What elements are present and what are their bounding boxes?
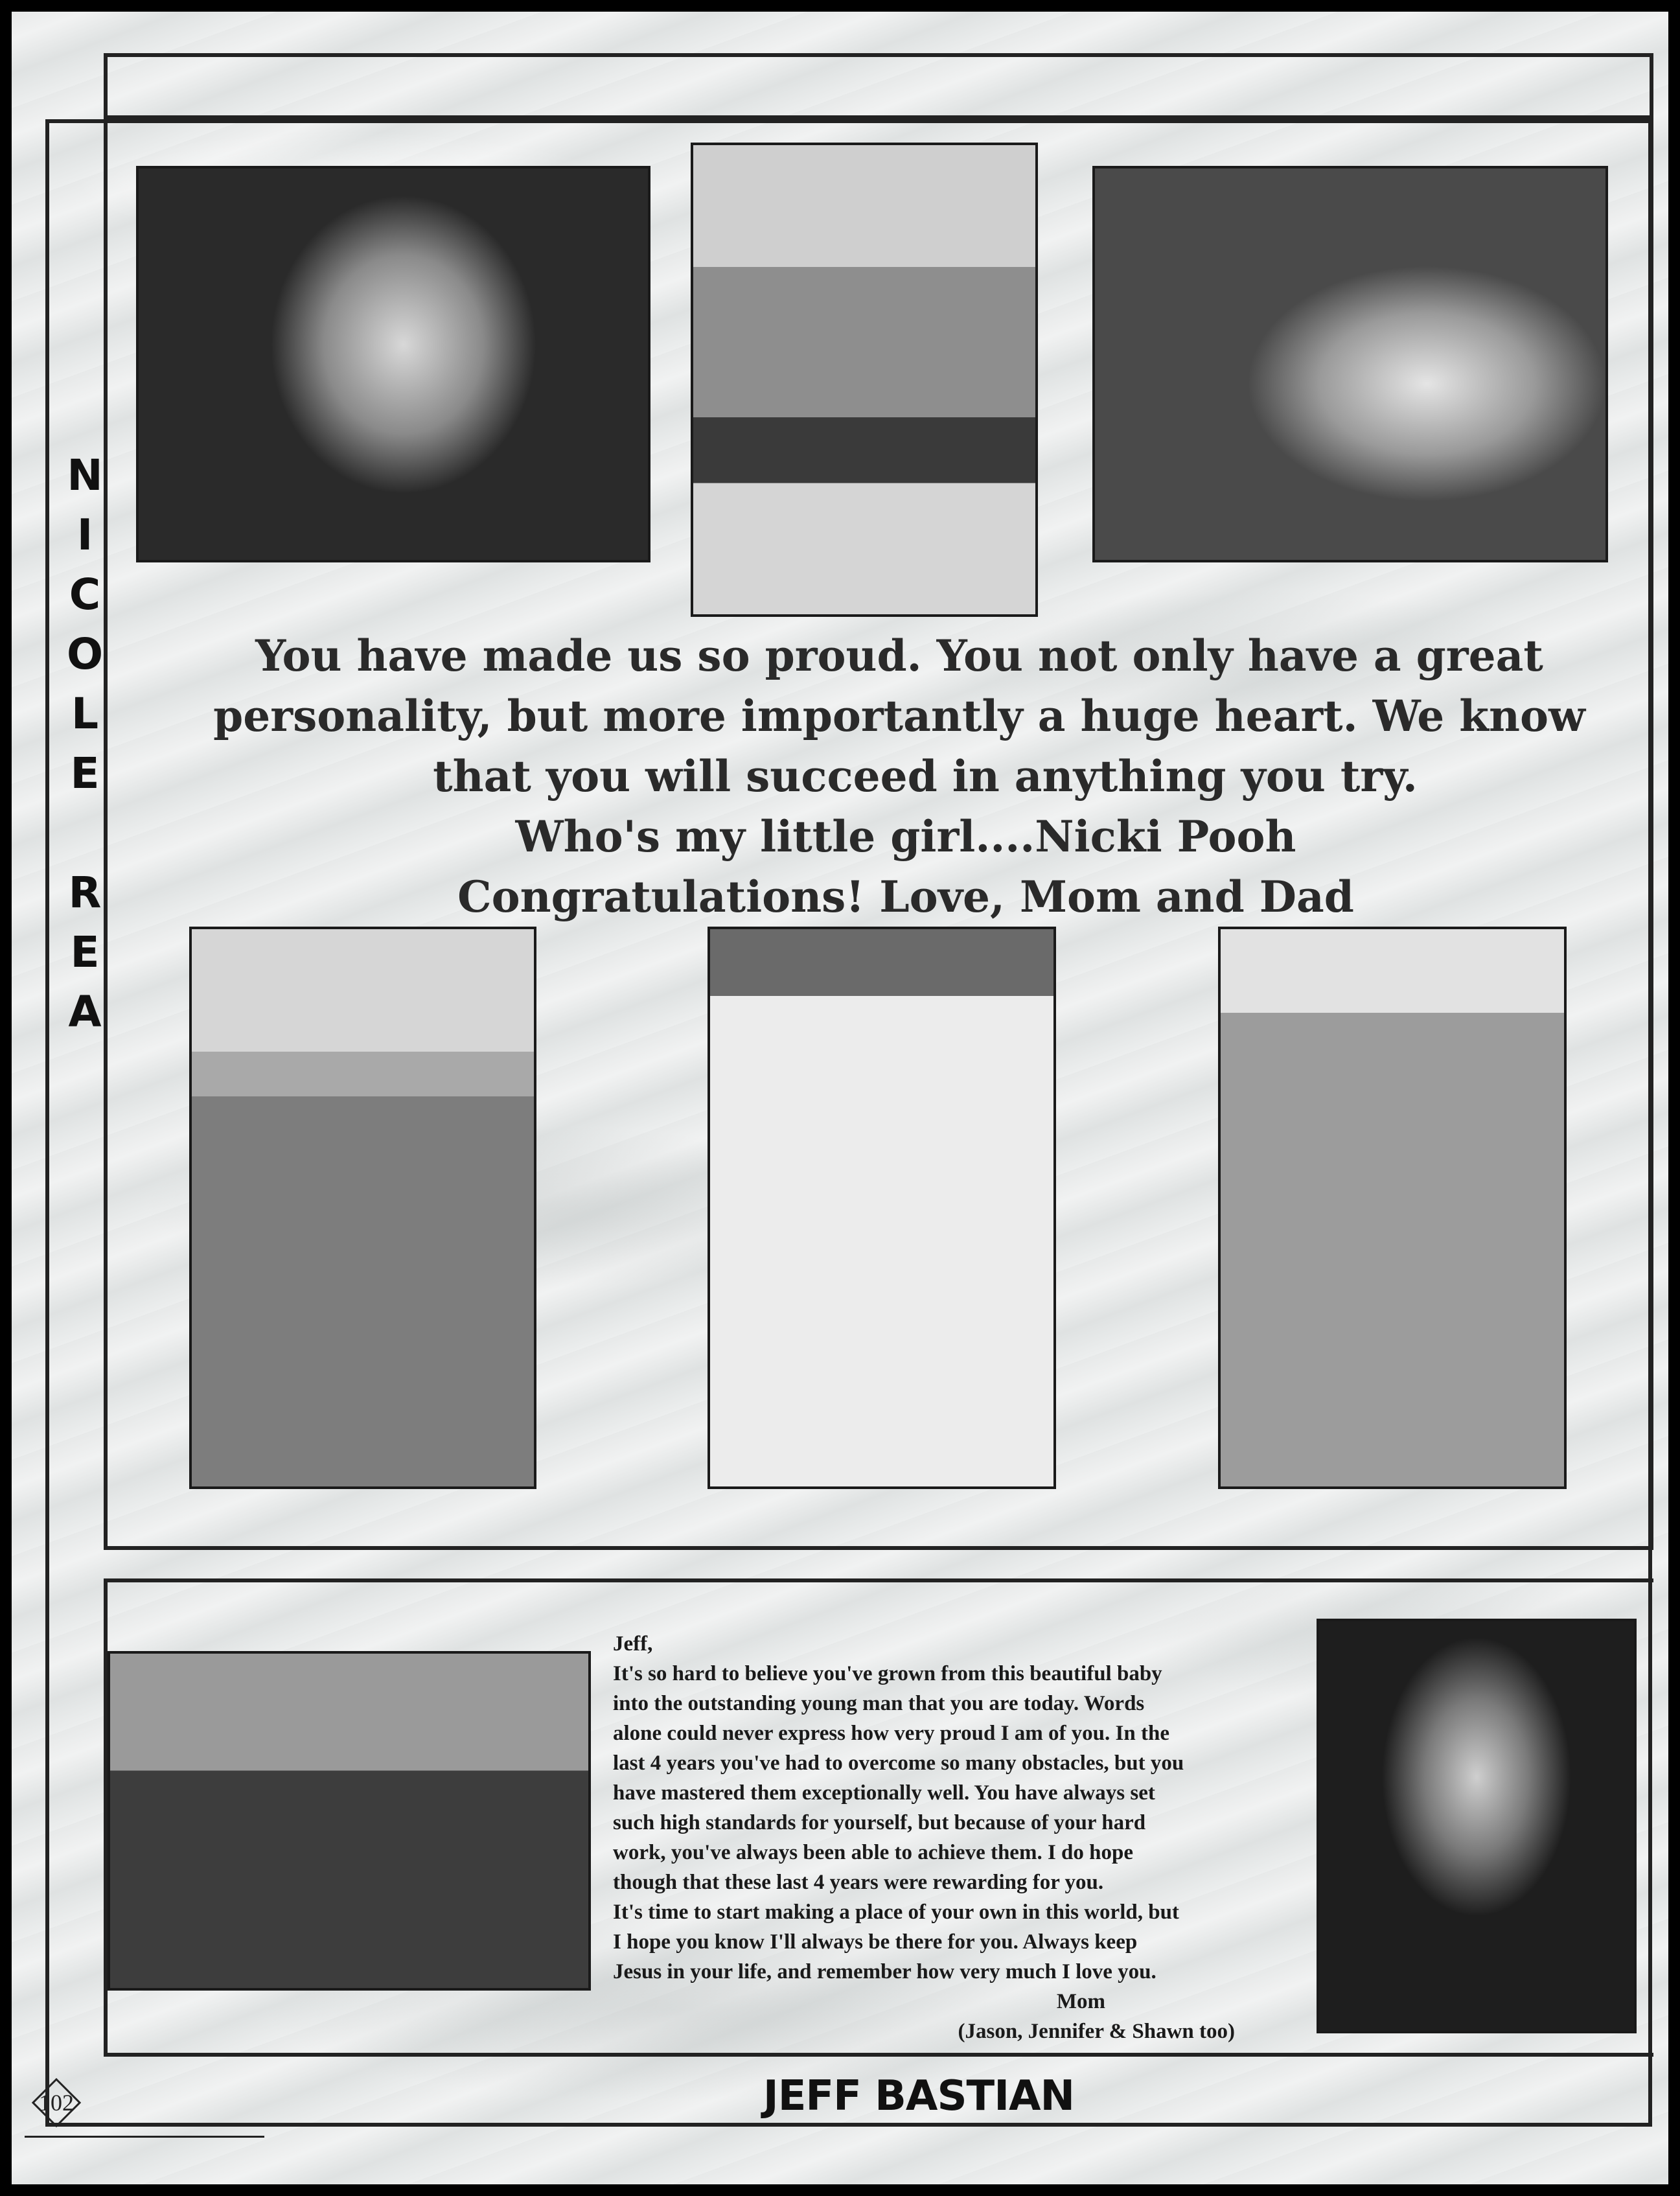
letter-line: such high standards for yourself, but because of your hard [613, 1811, 1146, 1834]
section-divider-top [104, 115, 1653, 119]
girl-photo [1218, 927, 1567, 1489]
letter-line: It's time to start making a place of your own in this world, but [613, 1901, 1179, 1924]
letter-line: last 4 years you've had to overcome so many obstacles, but you [613, 1751, 1184, 1775]
side-vertical-name [62, 446, 108, 1042]
letter-line: Jeff, [613, 1632, 653, 1656]
section-divider-bottom [104, 1578, 1653, 1582]
letter-line: alone could never express how very proud I am of you. In the [613, 1722, 1169, 1745]
page-number-underline [25, 2136, 264, 2138]
tribute-message [206, 626, 1593, 927]
senior-portrait-photo [1317, 1619, 1637, 2033]
yearbook-page [12, 12, 1668, 2184]
letter-line: into the outstanding young man that you are today. Words [613, 1692, 1145, 1715]
message-line: You have made us so proud. You not only have a great [255, 630, 1543, 681]
side-letter: E [70, 927, 100, 977]
message-line: Who's my little girl....Nicki Pooh [515, 811, 1296, 862]
letter-line: though that these last 4 years were rewarding for you. [613, 1871, 1104, 1894]
bottom-box-line [104, 2053, 1653, 2057]
letter-line: have mastered them exceptionally well. You have always set [613, 1781, 1155, 1805]
student-name: JEFF BASTIAN [763, 2072, 1075, 2120]
message-line: personality, but more importantly a huge heart. We know [213, 691, 1585, 741]
side-letter: N [67, 450, 103, 500]
side-letter: R [68, 868, 102, 918]
parent-letter [613, 1629, 1313, 2046]
side-letter: L [71, 689, 99, 739]
portrait-photo [136, 166, 650, 562]
baby-photo [1092, 166, 1608, 562]
letter-signature-note: (Jason, Jennifer & Shawn too) [958, 2020, 1235, 2043]
page-number-badge [27, 2074, 86, 2132]
side-letter: E [70, 748, 100, 798]
letter-line: Jesus in your life, and remember how very much I love you. [613, 1960, 1156, 1983]
crawling-baby-photo [108, 1651, 591, 1991]
letter-line: work, you've always been able to achieve them. I do hope [613, 1841, 1133, 1864]
message-line: that you will succeed in anything you try. [433, 751, 1418, 802]
page-number: 102 [39, 2090, 74, 2116]
side-letter: O [66, 629, 104, 679]
side-letter: I [76, 510, 93, 560]
letter-line: It's so hard to believe you've grown from this beautiful baby [613, 1662, 1162, 1685]
message-line: Congratulations! Love, Mom and Dad [457, 872, 1354, 922]
side-letter: C [69, 570, 101, 619]
tree-photo [189, 927, 536, 1489]
side-letter: A [68, 987, 102, 1037]
jetski-photo [691, 143, 1038, 617]
ski-photo [708, 927, 1056, 1489]
letter-signature: Mom [1056, 1990, 1105, 2013]
letter-line: I hope you know I'll always be there for you. Always keep [613, 1930, 1138, 1954]
